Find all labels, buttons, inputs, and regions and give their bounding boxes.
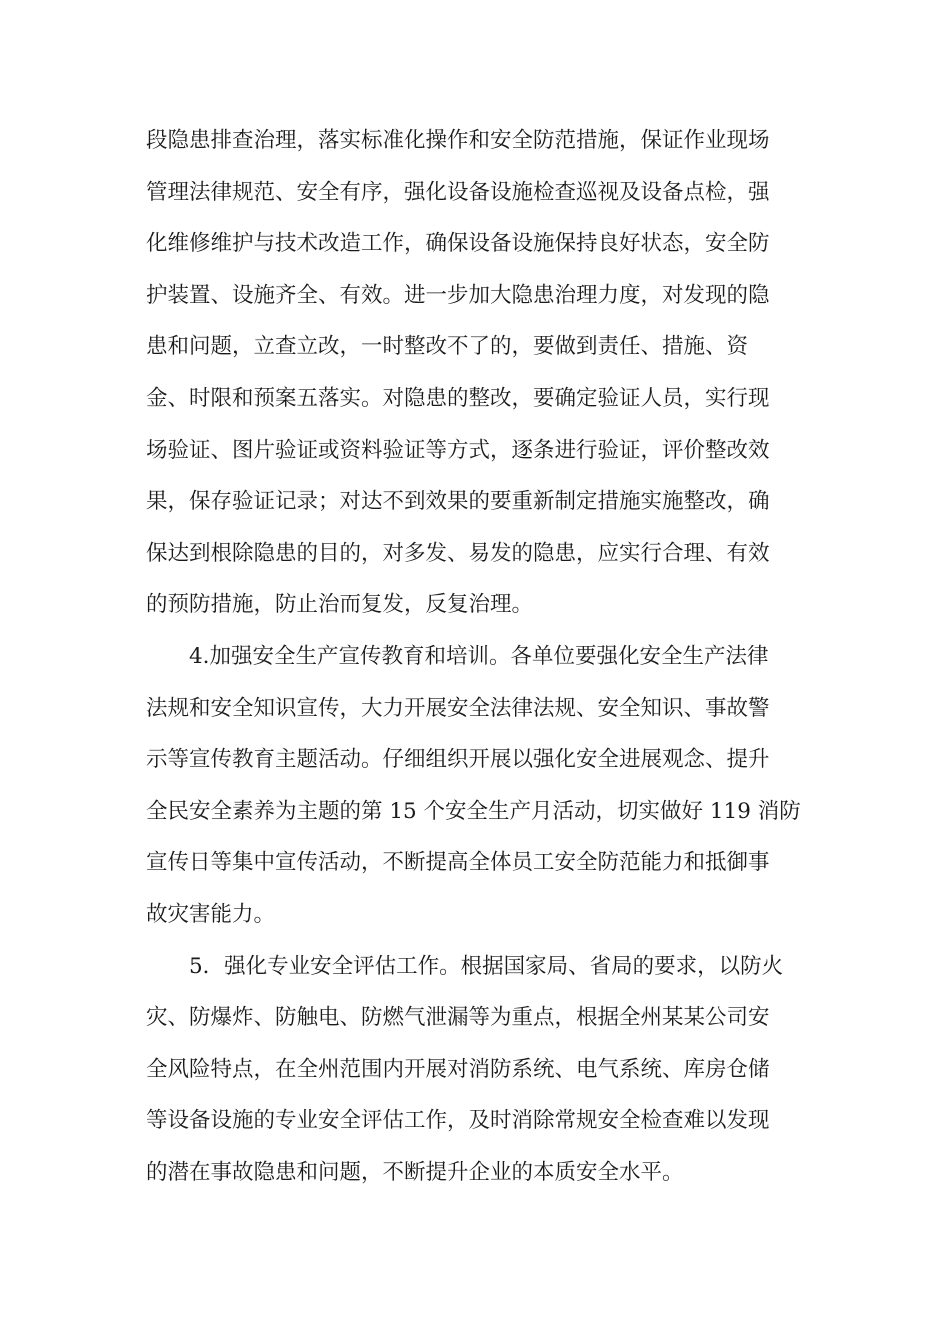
text-line: 故灾害能力。 (146, 901, 276, 927)
text-line: 金、时限和预案五落实。对隐患的整改，要确定验证人员，实行现 (146, 385, 770, 411)
text-line: 保达到根除隐患的目的，对多发、易发的隐患，应实行合理、有效 (146, 540, 770, 566)
text-line: 管理法律规范、安全有序，强化设备设施检查巡视及设备点检，强 (146, 179, 770, 205)
text-line: 的预防措施，防止治而复发，反复治理。 (146, 592, 534, 618)
document-body (146, 115, 806, 1198)
text-line: 患和问题，立查立改，一时整改不了的，要做到责任、措施、资 (146, 334, 749, 360)
text-line: 示等宣传教育主题活动。仔细组织开展以强化安全进展观念、提升 (146, 747, 770, 773)
text-line: 宣传日等集中宣传活动，不断提高全体员工安全防范能力和抵御事 (146, 850, 770, 876)
text-line: 全风险特点，在全州范围内开展对消防系统、电气系统、库房仓储 (146, 1056, 770, 1082)
paragraph-5-first-line: 5．强化专业安全评估工作。根据国家局、省局的要求，以防火 (189, 953, 784, 979)
text-line: 等设备设施的专业安全评估工作，及时消除常规安全检查难以发现 (146, 1108, 770, 1134)
text-line: 法规和安全知识宣传，大力开展安全法律法规、安全知识、事故警 (146, 695, 770, 721)
text-line: 果，保存验证记录；对达不到效果的要重新制定措施实施整改，确 (146, 489, 770, 515)
text-line: 化维修维护与技术改造工作，确保设备设施保持良好状态，安全防 (146, 231, 770, 257)
text-line: 段隐患排查治理，落实标准化操作和安全防范措施，保证作业现场 (146, 128, 770, 153)
text-line: 灾、防爆炸、防触电、防燃气泄漏等为重点，根据全州某某公司安 (146, 1005, 770, 1031)
text-line: 全民安全素养为主题的第 15 个安全生产月活动，切实做好 119 消防 (146, 798, 801, 824)
text-line: 场验证、图片验证或资料验证等方式，逐条进行验证，评价整改效 (146, 437, 770, 463)
text-line: 的潜在事故隐患和问题，不断提升企业的本质安全水平。 (146, 1159, 684, 1185)
text-line: 护装置、设施齐全、有效。进一步加大隐患治理力度，对发现的隐 (146, 282, 770, 308)
paragraph-4-first-line: 4.加强安全生产宣传教育和培训。各单位要强化安全生产法律 (189, 643, 769, 669)
